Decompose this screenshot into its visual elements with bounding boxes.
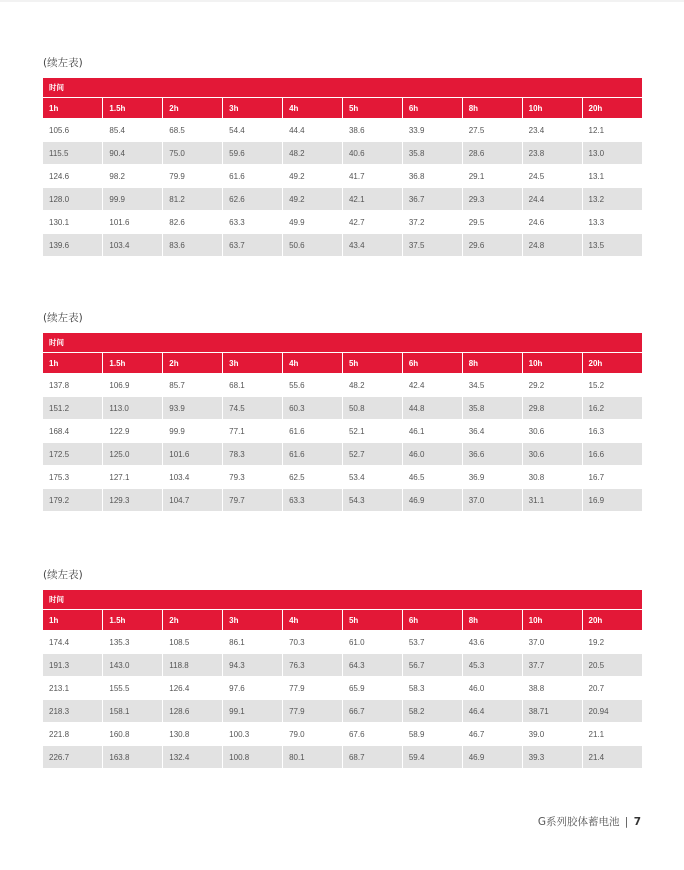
table-cell: 29.8 (522, 397, 582, 420)
table-cell: 29.6 (462, 234, 522, 257)
table-cell: 50.8 (342, 397, 402, 420)
table-cell: 13.2 (582, 188, 642, 211)
column-header: 3h (223, 353, 283, 374)
table-cell: 124.6 (43, 165, 103, 188)
table-cell: 158.1 (103, 700, 163, 723)
table-cell: 77.1 (223, 420, 283, 443)
table-cell: 221.8 (43, 723, 103, 746)
table-cell: 19.2 (582, 631, 642, 654)
column-header: 4h (283, 98, 343, 119)
table-cell: 29.2 (522, 374, 582, 397)
table-cell: 15.2 (582, 374, 642, 397)
table-cell: 143.0 (103, 654, 163, 677)
table-cell: 37.5 (402, 234, 462, 257)
table-cell: 74.5 (223, 397, 283, 420)
table-cell: 37.7 (522, 654, 582, 677)
table-cell: 46.4 (462, 700, 522, 723)
column-header: 6h (402, 98, 462, 119)
column-header: 20h (582, 353, 642, 374)
table-cell: 174.4 (43, 631, 103, 654)
table-cell: 99.9 (103, 188, 163, 211)
table-cell: 59.4 (402, 746, 462, 769)
table-cell: 160.8 (103, 723, 163, 746)
table-cell: 46.0 (462, 677, 522, 700)
table-cell: 29.3 (462, 188, 522, 211)
table-cell: 16.3 (582, 420, 642, 443)
table-cell: 21.1 (582, 723, 642, 746)
table-cell: 36.6 (462, 443, 522, 466)
column-header: 1.5h (103, 98, 163, 119)
table-row (43, 397, 642, 420)
table-cell: 38.71 (522, 700, 582, 723)
table-cell: 168.4 (43, 420, 103, 443)
table-cell: 36.8 (402, 165, 462, 188)
table-row (43, 188, 642, 211)
table-cell: 35.8 (402, 142, 462, 165)
table-cell: 75.0 (163, 142, 223, 165)
table-row (43, 746, 642, 769)
table-cell: 42.1 (342, 188, 402, 211)
table-cell: 67.6 (342, 723, 402, 746)
table-cell: 37.0 (522, 631, 582, 654)
table-cell: 79.3 (223, 466, 283, 489)
column-header: 8h (462, 98, 522, 119)
table-cell: 79.7 (223, 489, 283, 512)
column-header: 5h (342, 353, 402, 374)
column-header: 6h (402, 353, 462, 374)
column-header: 4h (283, 353, 343, 374)
column-header: 2h (163, 353, 223, 374)
table-cell: 33.9 (402, 119, 462, 142)
table-cell: 53.4 (342, 466, 402, 489)
table-cell: 23.4 (522, 119, 582, 142)
column-header: 1.5h (103, 353, 163, 374)
table-cell: 44.8 (402, 397, 462, 420)
time-caption-bar: 时间 (43, 333, 642, 353)
table-cell: 49.2 (283, 165, 343, 188)
table-cell: 99.1 (223, 700, 283, 723)
table-cell: 104.7 (163, 489, 223, 512)
column-header: 5h (342, 98, 402, 119)
column-header: 6h (402, 610, 462, 631)
table-cell: 50.6 (283, 234, 343, 257)
table-cell: 90.4 (103, 142, 163, 165)
table-cell: 175.3 (43, 466, 103, 489)
table-cell: 24.5 (522, 165, 582, 188)
page-number: 7 (633, 816, 641, 828)
column-header: 10h (522, 353, 582, 374)
table-cell: 16.9 (582, 489, 642, 512)
table-row (43, 654, 642, 677)
table-cell: 63.3 (223, 211, 283, 234)
table-cell: 68.7 (342, 746, 402, 769)
table-cell: 12.1 (582, 119, 642, 142)
table-cell: 30.6 (522, 443, 582, 466)
column-header: 2h (163, 98, 223, 119)
discharge-table-section-1 (43, 55, 642, 256)
table-cell: 55.6 (283, 374, 343, 397)
table-cell: 79.0 (283, 723, 343, 746)
table-cell: 53.7 (402, 631, 462, 654)
discharge-table (43, 610, 642, 768)
table-cell: 46.7 (462, 723, 522, 746)
table-cell: 213.1 (43, 677, 103, 700)
table-cell: 27.5 (462, 119, 522, 142)
section-title: (续左表) (43, 57, 83, 69)
table-cell: 24.6 (522, 211, 582, 234)
table-cell: 86.1 (223, 631, 283, 654)
table-cell: 80.1 (283, 746, 343, 769)
table-cell: 68.5 (163, 119, 223, 142)
table-row (43, 234, 642, 257)
table-cell: 58.3 (402, 677, 462, 700)
table-cell: 101.6 (163, 443, 223, 466)
table-cell: 24.8 (522, 234, 582, 257)
table-cell: 66.7 (342, 700, 402, 723)
table-row (43, 420, 642, 443)
table-cell: 151.2 (43, 397, 103, 420)
time-caption-bar: 时间 (43, 590, 642, 610)
table-cell: 179.2 (43, 489, 103, 512)
table-cell: 24.4 (522, 188, 582, 211)
table-cell: 139.6 (43, 234, 103, 257)
table-cell: 43.4 (342, 234, 402, 257)
table-cell: 62.6 (223, 188, 283, 211)
table-cell: 45.3 (462, 654, 522, 677)
table-cell: 20.5 (582, 654, 642, 677)
table-row (43, 165, 642, 188)
table-row (43, 631, 642, 654)
table-cell: 128.6 (163, 700, 223, 723)
table-cell: 39.3 (522, 746, 582, 769)
table-cell: 54.3 (342, 489, 402, 512)
table-cell: 13.1 (582, 165, 642, 188)
table-cell: 105.6 (43, 119, 103, 142)
table-cell: 126.4 (163, 677, 223, 700)
table-cell: 81.2 (163, 188, 223, 211)
table-cell: 20.7 (582, 677, 642, 700)
table-cell: 77.9 (283, 700, 343, 723)
table-cell: 21.4 (582, 746, 642, 769)
table-cell: 46.0 (402, 443, 462, 466)
table-cell: 59.6 (223, 142, 283, 165)
table-cell: 135.3 (103, 631, 163, 654)
table-cell: 100.3 (223, 723, 283, 746)
table-cell: 94.3 (223, 654, 283, 677)
table-cell: 137.8 (43, 374, 103, 397)
table-cell: 61.6 (283, 420, 343, 443)
table-row (43, 119, 642, 142)
column-header: 1h (43, 610, 103, 631)
table-cell: 226.7 (43, 746, 103, 769)
table-cell: 43.6 (462, 631, 522, 654)
table-cell: 58.9 (402, 723, 462, 746)
table-header-row (43, 98, 642, 119)
table-cell: 61.0 (342, 631, 402, 654)
column-header: 2h (163, 610, 223, 631)
table-row (43, 443, 642, 466)
page-footer (538, 814, 641, 829)
table-cell: 13.3 (582, 211, 642, 234)
table-row (43, 677, 642, 700)
section-title: (续左表) (43, 312, 83, 324)
table-row (43, 489, 642, 512)
table-cell: 16.2 (582, 397, 642, 420)
table-cell: 46.9 (462, 746, 522, 769)
discharge-table-section-2 (43, 310, 642, 511)
table-cell: 52.1 (342, 420, 402, 443)
table-cell: 54.4 (223, 119, 283, 142)
table-cell: 77.9 (283, 677, 343, 700)
table-cell: 132.4 (163, 746, 223, 769)
table-cell: 97.6 (223, 677, 283, 700)
table-cell: 70.3 (283, 631, 343, 654)
table-cell: 130.1 (43, 211, 103, 234)
table-cell: 63.7 (223, 234, 283, 257)
table-cell: 46.1 (402, 420, 462, 443)
table-cell: 40.6 (342, 142, 402, 165)
table-cell: 128.0 (43, 188, 103, 211)
table-cell: 35.8 (462, 397, 522, 420)
table-cell: 31.1 (522, 489, 582, 512)
table-row (43, 374, 642, 397)
table-cell: 61.6 (223, 165, 283, 188)
table-row (43, 466, 642, 489)
table-cell: 99.9 (163, 420, 223, 443)
table-cell: 64.3 (342, 654, 402, 677)
table-cell: 76.3 (283, 654, 343, 677)
table-cell: 36.4 (462, 420, 522, 443)
table-cell: 125.0 (103, 443, 163, 466)
table-cell: 52.7 (342, 443, 402, 466)
discharge-table-section-3 (43, 567, 642, 768)
table-cell: 103.4 (103, 234, 163, 257)
table-cell: 172.5 (43, 443, 103, 466)
table-header-row (43, 353, 642, 374)
footer-title: G系列胶体蓄电池 (537, 816, 620, 828)
table-cell: 48.2 (283, 142, 343, 165)
table-cell: 60.3 (283, 397, 343, 420)
table-cell: 36.9 (462, 466, 522, 489)
table-cell: 163.8 (103, 746, 163, 769)
table-cell: 16.6 (582, 443, 642, 466)
column-header: 8h (462, 610, 522, 631)
table-cell: 85.4 (103, 119, 163, 142)
table-cell: 130.8 (163, 723, 223, 746)
top-rule (0, 0, 684, 2)
table-cell: 38.8 (522, 677, 582, 700)
table-cell: 20.94 (582, 700, 642, 723)
table-cell: 13.0 (582, 142, 642, 165)
table-cell: 191.3 (43, 654, 103, 677)
column-header: 3h (223, 98, 283, 119)
table-cell: 108.5 (163, 631, 223, 654)
table-cell: 49.2 (283, 188, 343, 211)
table-cell: 46.5 (402, 466, 462, 489)
table-cell: 37.2 (402, 211, 462, 234)
table-cell: 83.6 (163, 234, 223, 257)
table-cell: 28.6 (462, 142, 522, 165)
table-cell: 30.8 (522, 466, 582, 489)
time-caption-bar: 时间 (43, 78, 642, 98)
column-header: 20h (582, 610, 642, 631)
column-header: 1.5h (103, 610, 163, 631)
table-cell: 61.6 (283, 443, 343, 466)
table-row (43, 723, 642, 746)
table-cell: 16.7 (582, 466, 642, 489)
table-cell: 103.4 (163, 466, 223, 489)
table-cell: 78.3 (223, 443, 283, 466)
table-cell: 41.7 (342, 165, 402, 188)
section-title: (续左表) (43, 569, 83, 581)
table-cell: 46.9 (402, 489, 462, 512)
table-cell: 82.6 (163, 211, 223, 234)
table-cell: 100.8 (223, 746, 283, 769)
column-header: 3h (223, 610, 283, 631)
table-cell: 101.6 (103, 211, 163, 234)
table-cell: 93.9 (163, 397, 223, 420)
table-cell: 85.7 (163, 374, 223, 397)
table-cell: 127.1 (103, 466, 163, 489)
table-cell: 49.9 (283, 211, 343, 234)
table-cell: 122.9 (103, 420, 163, 443)
table-cell: 129.3 (103, 489, 163, 512)
table-header-row (43, 610, 642, 631)
column-header: 8h (462, 353, 522, 374)
table-cell: 13.5 (582, 234, 642, 257)
table-cell: 37.0 (462, 489, 522, 512)
table-cell: 106.9 (103, 374, 163, 397)
column-header: 1h (43, 98, 103, 119)
table-cell: 115.5 (43, 142, 103, 165)
column-header: 10h (522, 98, 582, 119)
table-row (43, 700, 642, 723)
table-cell: 68.1 (223, 374, 283, 397)
table-cell: 62.5 (283, 466, 343, 489)
column-header: 4h (283, 610, 343, 631)
table-cell: 98.2 (103, 165, 163, 188)
table-cell: 36.7 (402, 188, 462, 211)
table-cell: 58.2 (402, 700, 462, 723)
table-cell: 56.7 (402, 654, 462, 677)
footer-separator: | (624, 816, 629, 828)
discharge-table (43, 353, 642, 511)
table-cell: 39.0 (522, 723, 582, 746)
column-header: 10h (522, 610, 582, 631)
table-cell: 34.5 (462, 374, 522, 397)
table-cell: 29.1 (462, 165, 522, 188)
table-cell: 44.4 (283, 119, 343, 142)
table-cell: 218.3 (43, 700, 103, 723)
table-row (43, 211, 642, 234)
table-cell: 63.3 (283, 489, 343, 512)
table-cell: 42.7 (342, 211, 402, 234)
table-cell: 23.8 (522, 142, 582, 165)
table-cell: 118.8 (163, 654, 223, 677)
discharge-table (43, 98, 642, 256)
column-header: 5h (342, 610, 402, 631)
table-cell: 42.4 (402, 374, 462, 397)
table-cell: 155.5 (103, 677, 163, 700)
table-cell: 48.2 (342, 374, 402, 397)
table-cell: 38.6 (342, 119, 402, 142)
table-row (43, 142, 642, 165)
column-header: 20h (582, 98, 642, 119)
table-cell: 113.0 (103, 397, 163, 420)
table-cell: 79.9 (163, 165, 223, 188)
column-header: 1h (43, 353, 103, 374)
table-cell: 65.9 (342, 677, 402, 700)
table-cell: 29.5 (462, 211, 522, 234)
table-cell: 30.6 (522, 420, 582, 443)
